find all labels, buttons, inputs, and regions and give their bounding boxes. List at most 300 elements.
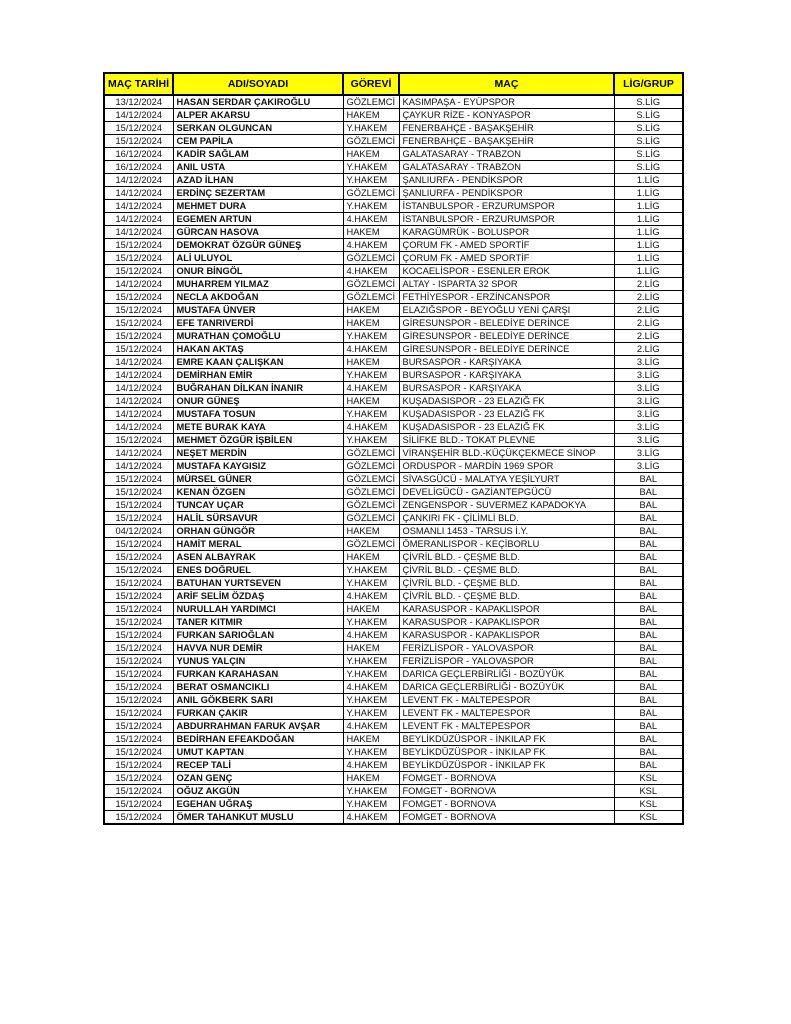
cell-name-surname: ARİF SELİM ÖZDAŞ — [173, 590, 343, 603]
table-row — [104, 317, 683, 330]
cell-league-group: BAL — [614, 746, 683, 759]
cell-duty: GÖZLEMCİ — [343, 291, 399, 304]
cell-name-surname: FURKAN ÇAKIR — [173, 707, 343, 720]
cell-name-surname: EGEHAN UĞRAŞ — [173, 798, 343, 811]
header-match: MAÇ — [399, 73, 614, 95]
cell-duty: Y.HAKEM — [343, 694, 399, 707]
cell-match-date: 15/12/2024 — [104, 564, 173, 577]
table-row — [104, 668, 683, 681]
cell-duty: Y.HAKEM — [343, 785, 399, 798]
cell-match: KUŞADASISPOR - 23 ELAZIĞ FK — [399, 408, 614, 421]
cell-match-date: 15/12/2024 — [104, 785, 173, 798]
cell-name-surname: MUHARREM YILMAZ — [173, 278, 343, 291]
table-row — [104, 226, 683, 239]
table-row — [104, 577, 683, 590]
cell-duty: GÖZLEMCİ — [343, 512, 399, 525]
cell-match: ZENGENSPOR - SUVERMEZ KAPADOKYA — [399, 499, 614, 512]
cell-match: FERİZLİSPOR - YALOVASPOR — [399, 655, 614, 668]
header-league-group: LİG/GRUP — [614, 73, 683, 95]
table-row — [104, 551, 683, 564]
cell-match: ÇİVRİL BLD. - ÇEŞME BLD. — [399, 590, 614, 603]
cell-match: ÇORUM FK - AMED SPORTİF — [399, 252, 614, 265]
cell-match-date: 14/12/2024 — [104, 356, 173, 369]
cell-match-date: 14/12/2024 — [104, 174, 173, 187]
cell-duty: 4.HAKEM — [343, 590, 399, 603]
cell-match-date: 14/12/2024 — [104, 226, 173, 239]
cell-name-surname: HAKAN AKTAŞ — [173, 343, 343, 356]
cell-league-group: 3.LİG — [614, 434, 683, 447]
cell-duty: Y.HAKEM — [343, 616, 399, 629]
cell-match: KASIMPAŞA - EYÜPSPOR — [399, 95, 614, 109]
table-row — [104, 369, 683, 382]
cell-match: KUŞADASISPOR - 23 ELAZIĞ FK — [399, 421, 614, 434]
cell-name-surname: ANIL USTA — [173, 161, 343, 174]
cell-match-date: 15/12/2024 — [104, 304, 173, 317]
cell-name-surname: AZAD İLHAN — [173, 174, 343, 187]
cell-match-date: 15/12/2024 — [104, 122, 173, 135]
cell-match-date: 15/12/2024 — [104, 642, 173, 655]
cell-name-surname: ÖMER TAHANKUT MUSLU — [173, 811, 343, 825]
cell-duty: 4.HAKEM — [343, 629, 399, 642]
cell-name-surname: KADİR SAĞLAM — [173, 148, 343, 161]
cell-duty: Y.HAKEM — [343, 798, 399, 811]
table-row — [104, 304, 683, 317]
cell-match-date: 15/12/2024 — [104, 707, 173, 720]
table-row — [104, 720, 683, 733]
header-match-date: MAÇ TARİHİ — [104, 73, 173, 95]
table-row — [104, 655, 683, 668]
cell-league-group: KSL — [614, 798, 683, 811]
cell-match: GİRESUNSPOR - BELEDİYE DERİNCE — [399, 317, 614, 330]
cell-league-group: 3.LİG — [614, 408, 683, 421]
cell-duty: 4.HAKEM — [343, 213, 399, 226]
cell-name-surname: MUSTAFA ÜNVER — [173, 304, 343, 317]
cell-match-date: 15/12/2024 — [104, 811, 173, 825]
cell-match: İSTANBULSPOR - ERZURUMSPOR — [399, 200, 614, 213]
cell-name-surname: METE BURAK KAYA — [173, 421, 343, 434]
cell-duty: HAKEM — [343, 525, 399, 538]
cell-duty: Y.HAKEM — [343, 174, 399, 187]
cell-match: KARAGÜMRÜK - BOLUSPOR — [399, 226, 614, 239]
cell-duty: HAKEM — [343, 395, 399, 408]
cell-league-group: KSL — [614, 785, 683, 798]
cell-match-date: 15/12/2024 — [104, 291, 173, 304]
cell-name-surname: MURATHAN ÇOMOĞLU — [173, 330, 343, 343]
cell-name-surname: HALİL SÜRSAVUR — [173, 512, 343, 525]
cell-match: GİRESUNSPOR - BELEDİYE DERİNCE — [399, 343, 614, 356]
cell-match: FOMGET - BORNOVA — [399, 785, 614, 798]
table-row — [104, 239, 683, 252]
cell-match: BURSASPOR - KARŞIYAKA — [399, 382, 614, 395]
cell-match: ŞANLIURFA - PENDİKSPOR — [399, 174, 614, 187]
cell-name-surname: YUNUS YALÇIN — [173, 655, 343, 668]
cell-name-surname: ONUR BİNGÖL — [173, 265, 343, 278]
cell-league-group: BAL — [614, 668, 683, 681]
table-row — [104, 590, 683, 603]
cell-name-surname: ANIL GÖKBERK SARI — [173, 694, 343, 707]
cell-match-date: 15/12/2024 — [104, 668, 173, 681]
cell-match-date: 15/12/2024 — [104, 512, 173, 525]
cell-name-surname: BATUHAN YURTSEVEN — [173, 577, 343, 590]
cell-match-date: 15/12/2024 — [104, 135, 173, 148]
cell-league-group: BAL — [614, 590, 683, 603]
cell-duty: GÖZLEMCİ — [343, 499, 399, 512]
cell-match-date: 15/12/2024 — [104, 759, 173, 772]
table-row — [104, 95, 683, 109]
cell-name-surname: KENAN ÖZGEN — [173, 486, 343, 499]
table-row — [104, 746, 683, 759]
table-row — [104, 252, 683, 265]
cell-match: ÇİVRİL BLD. - ÇEŞME BLD. — [399, 577, 614, 590]
cell-league-group: S.LİG — [614, 122, 683, 135]
cell-duty: 4.HAKEM — [343, 759, 399, 772]
table-row — [104, 174, 683, 187]
cell-league-group: BAL — [614, 564, 683, 577]
cell-match: KARASUSPOR - KAPAKLISPOR — [399, 629, 614, 642]
table-row — [104, 707, 683, 720]
cell-match-date: 15/12/2024 — [104, 551, 173, 564]
cell-duty: 4.HAKEM — [343, 343, 399, 356]
cell-league-group: 3.LİG — [614, 382, 683, 395]
cell-match: ÖMERANLISPOR - KEÇİBORLU — [399, 538, 614, 551]
cell-match-date: 15/12/2024 — [104, 720, 173, 733]
cell-duty: 4.HAKEM — [343, 265, 399, 278]
cell-duty: GÖZLEMCİ — [343, 187, 399, 200]
table-row — [104, 759, 683, 772]
cell-league-group: BAL — [614, 473, 683, 486]
cell-name-surname: FURKAN KARAHASAN — [173, 668, 343, 681]
table-row — [104, 486, 683, 499]
cell-league-group: KSL — [614, 772, 683, 785]
table-row — [104, 291, 683, 304]
cell-match-date: 14/12/2024 — [104, 109, 173, 122]
cell-league-group: 1.LİG — [614, 200, 683, 213]
cell-match: BEYLİKDÜZÜSPOR - İNKILAP FK — [399, 746, 614, 759]
table-body — [104, 95, 683, 824]
cell-duty: 4.HAKEM — [343, 811, 399, 825]
table-row — [104, 499, 683, 512]
cell-match-date: 15/12/2024 — [104, 616, 173, 629]
cell-league-group: 1.LİG — [614, 174, 683, 187]
cell-league-group: 3.LİG — [614, 421, 683, 434]
cell-league-group: 3.LİG — [614, 447, 683, 460]
cell-match: ÇİVRİL BLD. - ÇEŞME BLD. — [399, 564, 614, 577]
cell-name-surname: OĞUZ AKGÜN — [173, 785, 343, 798]
cell-duty: HAKEM — [343, 109, 399, 122]
cell-duty: 4.HAKEM — [343, 720, 399, 733]
cell-match: KARASUSPOR - KAPAKLISPOR — [399, 603, 614, 616]
cell-match-date: 14/12/2024 — [104, 278, 173, 291]
cell-league-group: BAL — [614, 720, 683, 733]
cell-duty: HAKEM — [343, 226, 399, 239]
cell-match-date: 15/12/2024 — [104, 252, 173, 265]
cell-name-surname: FURKAN SARIOĞLAN — [173, 629, 343, 642]
table-row — [104, 278, 683, 291]
cell-duty: HAKEM — [343, 642, 399, 655]
cell-match: ÇORUM FK - AMED SPORTİF — [399, 239, 614, 252]
cell-match: BURSASPOR - KARŞIYAKA — [399, 356, 614, 369]
cell-league-group: S.LİG — [614, 161, 683, 174]
cell-league-group: S.LİG — [614, 95, 683, 109]
table-row — [104, 356, 683, 369]
cell-match-date: 14/12/2024 — [104, 187, 173, 200]
cell-match-date: 14/12/2024 — [104, 213, 173, 226]
cell-match: LEVENT FK - MALTEPESPOR — [399, 720, 614, 733]
header-name-surname: ADI/SOYADI — [173, 73, 343, 95]
cell-name-surname: ABDURRAHMAN FARUK AVŞAR — [173, 720, 343, 733]
table-header — [104, 73, 683, 95]
cell-league-group: 1.LİG — [614, 252, 683, 265]
table-row — [104, 122, 683, 135]
table-row — [104, 811, 683, 825]
cell-match-date: 15/12/2024 — [104, 681, 173, 694]
cell-duty: HAKEM — [343, 304, 399, 317]
cell-match: FERİZLİSPOR - YALOVASPOR — [399, 642, 614, 655]
table-row — [104, 603, 683, 616]
cell-league-group: 3.LİG — [614, 369, 683, 382]
cell-name-surname: ALİ ULUYOL — [173, 252, 343, 265]
cell-name-surname: MEHMET DURA — [173, 200, 343, 213]
cell-duty: HAKEM — [343, 733, 399, 746]
table-row — [104, 187, 683, 200]
cell-name-surname: ORHAN GÜNGÖR — [173, 525, 343, 538]
cell-match: ELAZIĞSPOR - BEYOĞLU YENİ ÇARŞI — [399, 304, 614, 317]
cell-name-surname: BEDİRHAN EFEAKDOĞAN — [173, 733, 343, 746]
cell-league-group: S.LİG — [614, 135, 683, 148]
cell-match-date: 15/12/2024 — [104, 538, 173, 551]
cell-match: OSMANLI 1453 - TARSUS İ.Y. — [399, 525, 614, 538]
cell-duty: Y.HAKEM — [343, 200, 399, 213]
header-row — [104, 73, 683, 95]
cell-match-date: 15/12/2024 — [104, 473, 173, 486]
cell-match-date: 15/12/2024 — [104, 265, 173, 278]
cell-match: BURSASPOR - KARŞIYAKA — [399, 369, 614, 382]
cell-match: FOMGET - BORNOVA — [399, 772, 614, 785]
cell-league-group: BAL — [614, 707, 683, 720]
cell-name-surname: MUSTAFA TOSUN — [173, 408, 343, 421]
table-row — [104, 408, 683, 421]
cell-name-surname: RECEP TALİ — [173, 759, 343, 772]
cell-match-date: 14/12/2024 — [104, 382, 173, 395]
cell-match: FOMGET - BORNOVA — [399, 811, 614, 825]
cell-match: KUŞADASISPOR - 23 ELAZIĞ FK — [399, 395, 614, 408]
cell-duty: GÖZLEMCİ — [343, 95, 399, 109]
cell-match-date: 15/12/2024 — [104, 733, 173, 746]
table-row — [104, 473, 683, 486]
cell-duty: GÖZLEMCİ — [343, 460, 399, 473]
cell-name-surname: DEMİRHAN EMİR — [173, 369, 343, 382]
cell-match: DARICA GEÇLERBİRLİĞİ - BOZÜYÜK — [399, 681, 614, 694]
cell-league-group: 2.LİG — [614, 278, 683, 291]
cell-match: DARICA GEÇLERBİRLİĞİ - BOZÜYÜK — [399, 668, 614, 681]
cell-league-group: BAL — [614, 499, 683, 512]
cell-match: DEVELİGÜCÜ - GAZİANTEPGÜCÜ — [399, 486, 614, 499]
table-row — [104, 161, 683, 174]
table-row — [104, 109, 683, 122]
cell-name-surname: BERAT OSMANCIKLI — [173, 681, 343, 694]
table-row — [104, 395, 683, 408]
cell-match-date: 15/12/2024 — [104, 343, 173, 356]
cell-match-date: 16/12/2024 — [104, 148, 173, 161]
cell-duty: Y.HAKEM — [343, 434, 399, 447]
cell-match: ŞANLIURFA - PENDİKSPOR — [399, 187, 614, 200]
cell-match: İSTANBULSPOR - ERZURUMSPOR — [399, 213, 614, 226]
cell-league-group: BAL — [614, 759, 683, 772]
cell-duty: 4.HAKEM — [343, 382, 399, 395]
table-row — [104, 148, 683, 161]
cell-name-surname: ASEN ALBAYRAK — [173, 551, 343, 564]
table-row — [104, 564, 683, 577]
cell-match-date: 15/12/2024 — [104, 577, 173, 590]
cell-league-group: BAL — [614, 733, 683, 746]
cell-name-surname: DEMOKRAT ÖZGÜR GÜNEŞ — [173, 239, 343, 252]
cell-match: KARASUSPOR - KAPAKLISPOR — [399, 616, 614, 629]
table-row — [104, 460, 683, 473]
cell-duty: GÖZLEMCİ — [343, 447, 399, 460]
cell-league-group: BAL — [614, 525, 683, 538]
cell-match: ALTAY - ISPARTA 32 SPOR — [399, 278, 614, 291]
cell-match-date: 15/12/2024 — [104, 772, 173, 785]
cell-name-surname: NURULLAH YARDIMCI — [173, 603, 343, 616]
table-row — [104, 694, 683, 707]
cell-match-date: 15/12/2024 — [104, 486, 173, 499]
cell-match: FENERBAHÇE - BAŞAKŞEHİR — [399, 135, 614, 148]
cell-name-surname: MÜRSEL GÜNER — [173, 473, 343, 486]
cell-duty: GÖZLEMCİ — [343, 135, 399, 148]
cell-duty: GÖZLEMCİ — [343, 486, 399, 499]
cell-name-surname: UMUT KAPTAN — [173, 746, 343, 759]
table-row — [104, 434, 683, 447]
cell-match-date: 15/12/2024 — [104, 499, 173, 512]
cell-match-date: 15/12/2024 — [104, 694, 173, 707]
cell-match-date: 15/12/2024 — [104, 434, 173, 447]
cell-duty: GÖZLEMCİ — [343, 278, 399, 291]
cell-league-group: 2.LİG — [614, 343, 683, 356]
cell-match-date: 15/12/2024 — [104, 629, 173, 642]
cell-league-group: 2.LİG — [614, 317, 683, 330]
cell-league-group: 3.LİG — [614, 356, 683, 369]
table-row — [104, 772, 683, 785]
cell-name-surname: TUNCAY UÇAR — [173, 499, 343, 512]
cell-duty: Y.HAKEM — [343, 707, 399, 720]
cell-duty: HAKEM — [343, 148, 399, 161]
cell-league-group: 1.LİG — [614, 187, 683, 200]
assignments-table — [103, 72, 684, 825]
cell-league-group: 2.LİG — [614, 291, 683, 304]
table-row — [104, 213, 683, 226]
cell-name-surname: ENES DOĞRUEL — [173, 564, 343, 577]
cell-duty: Y.HAKEM — [343, 564, 399, 577]
cell-league-group: BAL — [614, 603, 683, 616]
cell-league-group: BAL — [614, 512, 683, 525]
cell-match-date: 14/12/2024 — [104, 408, 173, 421]
cell-match: LEVENT FK - MALTEPESPOR — [399, 707, 614, 720]
cell-match-date: 15/12/2024 — [104, 330, 173, 343]
cell-duty: Y.HAKEM — [343, 668, 399, 681]
cell-league-group: 2.LİG — [614, 330, 683, 343]
cell-league-group: BAL — [614, 551, 683, 564]
cell-match-date: 04/12/2024 — [104, 525, 173, 538]
cell-match: ÇİVRİL BLD. - ÇEŞME BLD. — [399, 551, 614, 564]
cell-league-group: KSL — [614, 811, 683, 825]
table-row — [104, 512, 683, 525]
cell-duty: 4.HAKEM — [343, 681, 399, 694]
cell-duty: Y.HAKEM — [343, 369, 399, 382]
cell-match-date: 15/12/2024 — [104, 239, 173, 252]
cell-match-date: 15/12/2024 — [104, 590, 173, 603]
cell-match: FETHİYESPOR - ERZİNCANSPOR — [399, 291, 614, 304]
table-row — [104, 785, 683, 798]
cell-league-group: BAL — [614, 694, 683, 707]
cell-match-date: 16/12/2024 — [104, 161, 173, 174]
header-duty: GÖREVİ — [343, 73, 399, 95]
cell-match-date: 15/12/2024 — [104, 746, 173, 759]
cell-match-date: 15/12/2024 — [104, 603, 173, 616]
cell-name-surname: TANER KITMIR — [173, 616, 343, 629]
cell-match-date: 14/12/2024 — [104, 369, 173, 382]
cell-match-date: 15/12/2024 — [104, 655, 173, 668]
cell-name-surname: SERKAN OLGUNCAN — [173, 122, 343, 135]
cell-name-surname: NECLA AKDOĞAN — [173, 291, 343, 304]
cell-match: SİLİFKE BLD.- TOKAT PLEVNE — [399, 434, 614, 447]
table-row — [104, 525, 683, 538]
cell-league-group: BAL — [614, 642, 683, 655]
cell-duty: Y.HAKEM — [343, 655, 399, 668]
cell-duty: Y.HAKEM — [343, 122, 399, 135]
cell-match: BEYLİKDÜZÜSPOR - İNKILAP FK — [399, 759, 614, 772]
table-row — [104, 798, 683, 811]
cell-league-group: BAL — [614, 629, 683, 642]
cell-match: ÇANKIRI FK - ÇİLİMLİ BLD. — [399, 512, 614, 525]
cell-league-group: BAL — [614, 616, 683, 629]
cell-duty: Y.HAKEM — [343, 161, 399, 174]
cell-duty: Y.HAKEM — [343, 330, 399, 343]
cell-name-surname: ALPER AKARSU — [173, 109, 343, 122]
cell-duty: HAKEM — [343, 317, 399, 330]
table-row — [104, 733, 683, 746]
table-row — [104, 447, 683, 460]
cell-match: SİVASGÜCÜ - MALATYA YEŞİLYURT — [399, 473, 614, 486]
cell-match-date: 14/12/2024 — [104, 421, 173, 434]
cell-league-group: S.LİG — [614, 109, 683, 122]
cell-league-group: 1.LİG — [614, 265, 683, 278]
cell-name-surname: CEM PAPİLA — [173, 135, 343, 148]
cell-name-surname: OZAN GENÇ — [173, 772, 343, 785]
cell-league-group: S.LİG — [614, 148, 683, 161]
cell-match-date: 14/12/2024 — [104, 200, 173, 213]
cell-league-group: 1.LİG — [614, 239, 683, 252]
cell-league-group: 1.LİG — [614, 226, 683, 239]
cell-duty: 4.HAKEM — [343, 239, 399, 252]
cell-duty: Y.HAKEM — [343, 408, 399, 421]
cell-league-group: 3.LİG — [614, 395, 683, 408]
table-row — [104, 200, 683, 213]
cell-name-surname: EGEMEN ARTUN — [173, 213, 343, 226]
table-row — [104, 135, 683, 148]
cell-name-surname: GÜRCAN HASOVA — [173, 226, 343, 239]
cell-duty: HAKEM — [343, 772, 399, 785]
cell-duty: HAKEM — [343, 551, 399, 564]
cell-match: KOCAELİSPOR - ESENLER EROK — [399, 265, 614, 278]
cell-match: FENERBAHÇE - BAŞAKŞEHİR — [399, 122, 614, 135]
table-row — [104, 642, 683, 655]
cell-name-surname: BUĞRAHAN DİLKAN İNANIR — [173, 382, 343, 395]
cell-league-group: 3.LİG — [614, 460, 683, 473]
cell-match-date: 15/12/2024 — [104, 317, 173, 330]
cell-duty: GÖZLEMCİ — [343, 252, 399, 265]
cell-match: FOMGET - BORNOVA — [399, 798, 614, 811]
cell-league-group: 2.LİG — [614, 304, 683, 317]
